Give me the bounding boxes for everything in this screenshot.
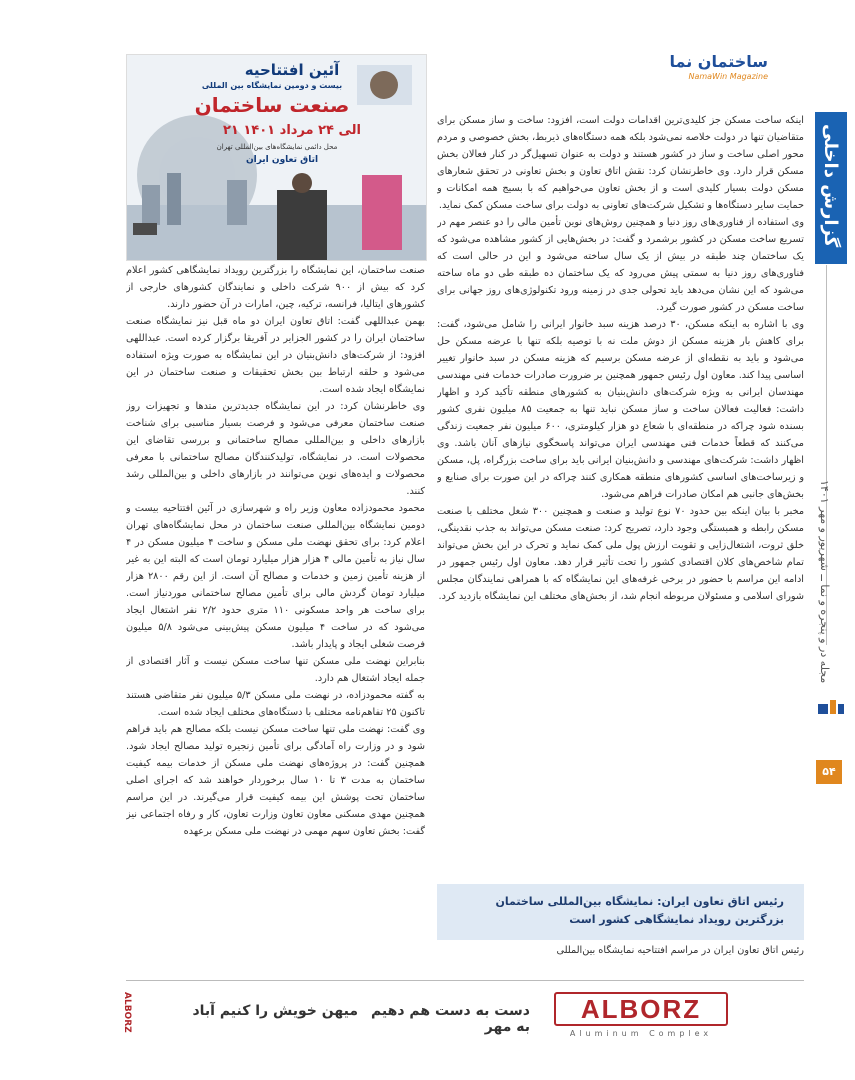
pull-quote-line2: بزرگترین رویداد نمایشگاهی کشور است — [569, 913, 784, 926]
paragraph: بنابراین نهضت ملی مسکن تنها ساخت مسکن نیست و آثار اقتصادی از جمله ایجاد اشتغال هم دارد. — [126, 656, 425, 684]
pull-quote — [464, 893, 784, 929]
section-tab — [815, 112, 847, 264]
alborz-logo — [554, 992, 728, 1044]
magazine-logo-icon — [818, 700, 844, 716]
footer-vertical-logo: ALBORZ — [122, 992, 132, 1033]
poster-organizer: اتاق تعاون ایران — [245, 155, 319, 165]
paragraph: بهمن عبداللهی گفت: اتاق تعاون ایران دو ماه قبل نیز نمایشگاه صنعت ساختمان ایران را در کشور الجزایر در آفریقا برگزار کرده است. عبداللهی افزود: از شرکت‌های دانش‌بنیان در این نمایشگاه به صورت ویژه استفاده می‌شود و حلقه ارتباط بین بخش تحقیقات و صنعت ساختمان در این نمایشگاه ایجاد شده است. — [126, 316, 425, 395]
paragraph: محمود محمودزاده معاون وزیر راه و شهرسازی در آئین افتتاحیه بیست و دومین نمایشگاه بین‌المللی صنعت ساختمان در محل نمایشگاه‌های تهران اعلام کرد: برای تحقق نهضت ملی مسکن و ساخت ۴ میلیون مسکن در ۴ سال نیاز به تأمین مالی ۴ هزار هزار میلیارد تومان است که البته این به غیر از هزینه تأمین زمین و خدمات و مصالح آن است. از این رقم ۲۸۰۰ هزار میلیارد تومان گردش مالی برای تأمین مصالح ساختمانی موردنیاز است. برای ساخت هر واحد مسکونی ۱۱۰ متری حدود ۲/۲ نفر اشتغال ایجاد می‌شود که در ساخت ۴ میلیون مسکن پیش‌بینی می‌شود ۵/۸ میلیون فرصت شغلی ایجاد و پایدار باشد. — [126, 503, 425, 650]
poster-line2: بیست و دومین نمایشگاه بین المللی — [201, 81, 343, 90]
pull-quote-line1: رئیس اتاق تعاون ایران: نمایشگاه بین‌المللی ساختمان — [495, 895, 784, 908]
poster-line3: صنعت ساختمان — [194, 93, 350, 117]
footer-divider — [126, 980, 804, 981]
alborz-logo-text: ALBORZ — [580, 994, 702, 1024]
paragraph: مخبر با بیان اینکه بین حدود ۷۰ نوع تولید و صنعت و همچنین ۳۰۰ شغل مختلف با صنعت مسکن رابطه و همبستگی وجود دارد، تصریح کرد: صنعت مسکن می‌تواند به جذب نقدینگی، خلق ثروت، اشتغال‌زایی و تقویت ارزش پول ملی کمک نماید و تحرک در این بخش می‌تواند تمام شاخص‌های کلان اقتصادی کشور را تحت تأثیر قرار دهد. معاون اول رئیس جمهور در ادامه این مراسم با حضور در برخی غرفه‌های این نمایشگاه که با همراهی نمایندگان مجلس شورای اسلامی و مسئولان مربوطه انجام شد، از بخش‌های مختلف این نمایشگاه بازدید کرد. — [437, 506, 804, 602]
paragraph: صنعت ساختمان، این نمایشگاه را بزرگترین رویداد نمایشگاهی کشور اعلام کرد که بیش از ۹۰۰ شرکت داخلی و نمایندگان کشورهای خارجی از کشورهای ایتالیا، فرانسه، ترکیه، چین، امارات در آن حضور دارند. — [126, 265, 425, 310]
paragraph: به گفته محمودزاده، در نهضت ملی مسکن ۵/۳ میلیون نفر متقاضی هستند تاکنون ۲۵ تفاهم‌نامه مختلف با دستگاه‌های مختلف ایجاد شده است. — [126, 690, 425, 718]
footer-slogan-1: دست به دست هم دهیم به مهر — [370, 1003, 530, 1035]
brand-title: ساختمان نما — [669, 52, 768, 71]
poster-line1: آئین افتتاحیه — [244, 61, 340, 79]
alborz-logo-subtitle: Aluminum Complex — [569, 1029, 713, 1038]
paragraph: وی گفت: نهضت ملی تنها ساخت مسکن نیست بلکه مصالح هم باید فراهم شود و در وزارت راه آمادگی برای تأمین زنجیره تولید مصالح ایجاد شود. همچنین گفت: در پروژه‌های نهضت ملی مسکن از خدمات بیمه کیفیت ساختمان به مدت ۳ تا ۱۰ سال برخوردار خواهند شد که اجرای اصلی ساختمان تحت پوشش این بیمه کیفیت قرار می‌گیرند. در این مراسم همچنین مهدی مسکنی معاون تعاون وزارت تعاون، کار و رفاه اجتماعی نیز گفت: بخش تعاون سهم مهمی در نهضت ملی مسکن برعهده — [126, 724, 425, 837]
article-column-left — [126, 262, 425, 962]
poster-dates: ۲۱ الی ۲۴ مرداد ۱۴۰۱ — [222, 123, 362, 138]
magazine-issue-label: مجله در و پنجره و نما ــ شهریور و مهر ۱۴۰۱ — [818, 480, 831, 684]
opening-ceremony-poster — [126, 54, 427, 261]
photo-caption: رئیس اتاق تعاون ایران در مراسم افتتاحیه نمایشگاه بین‌المللی — [556, 945, 804, 956]
paragraph: وی خاطرنشان کرد: در این نمایشگاه جدیدترین متدها و تجهیزات روز صنعت ساختمان معرفی می‌شود و فرصت بسیار مناسبی برای شناخت بازارهای داخلی و بین‌المللی مصالح ساختمانی و بررسی تقاضای این محصولات است. در نمایشگاه، تولیدکنندگان مصالح ساختمانی با معرفی محصولات و ایده‌های نوین می‌توانند در بازارهای داخلی و بین‌المللی رشد کنند. — [126, 401, 425, 497]
footer-slogan-2: میهن خویش را کنیم آباد — [192, 1003, 358, 1019]
page-number: ۵۴ — [816, 760, 842, 784]
poster-venue: محل دائمی نمایشگاه‌های بین‌المللی تهران — [216, 143, 338, 151]
section-tab-label: گزارش داخلی — [820, 124, 841, 248]
brand-subtitle: NamaWin Magazine — [688, 72, 768, 81]
paragraph: وی استفاده از فناوری‌های روز دنیا و همچنین روش‌های نوین تأمین مالی را دو عنصر مهم در تسریع ساخت مسکن در کشور برشمرد و گفت: در بخش‌هایی از کشور مشاهده می‌شود که یک ساختمان چند طبقه در بیش از یک سال ساخته می‌شود و این در حالی است که فناوری‌های روز دنیا به سمتی پیش می‌رود که یک ساختمان ده طبقه طی دو ماه ساخته می‌شود که این نشان می‌دهد باید تحولی جدی در زمینه ورود تکنولوژی‌های روز جهانی برای ساخت مسکن در کشور صورت گیرد. — [437, 217, 804, 313]
pull-quote-box — [437, 884, 804, 940]
paragraph: وی با اشاره به اینکه مسکن، ۳۰ درصد هزینه سبد خانوار ایرانی را شامل می‌شود، گفت: برای کاهش بار هزینه مسکن از دوش ملت نه با توصیه بلکه تنها با عرضه مسکن حل می‌شود و باید به نقطه‌ای از عرضه مسکن برسیم که هزینه مسکن در سبد خانوار تغییر اساسی پیدا کند. معاون اول رئیس جمهور همچنین بر ضرورت صادرات خدمات فنی مهندسی مهندسان ایرانی به ویژه شرکت‌های دانش‌بنیان به کشورهای منطقه تأکید کرد و اظهار داشت: فعالیت فعالان ساخت و ساز مسکن نباید تنها به جمعیت ۸۵ میلیون نفری کشور بسنده شود چراکه در منطقه‌ای با شعاع دو هزار کیلومتری، ۶۰۰ میلیون نفر جمعیت زندگی می‌کنند که قطعاً خدمات فنی مهندسی ایران می‌تواند پاسخگوی نیازهای آنان باشد. وی اظهار داشت: شرکت‌های مهندسی و دانش‌بنیان ایرانی باید برای ساخت بزرگراه، پل، مسکن و زیرساخت‌های اساسی کشورهای منطقه همکاری کنند چراکه در این صورت برای صنایع و بخش‌های جانبی هم امکان صادرات فراهم می‌شود. — [437, 319, 804, 500]
article-column-right — [437, 112, 804, 884]
paragraph: اینکه ساخت مسکن جز کلیدی‌ترین اقدامات دولت است، افزود: ساخت و ساز مسکن برای متقاضیان تنها در دولت خلاصه نمی‌شود بلکه همه دستگاه‌های ذیربط، بخش خصوصی و مردم محور اصلی ساخت و ساز در کشور هستند و دولت به عنوان تسهیل‌گر در کنار فعالان بخش مسکن قرار دارد. وی خاطرنشان کرد: نقش اتاق تعاون و بخش تعاونی در تحقق شعارهای مسکن دولت بسیار کلیدی است و از بخش تعاون می‌خواهیم که با بسیج همه امکانات و حمایت سایر دستگاه‌ها و تشکیل شرکت‌های تعاونی به دولت برای ساخت مسکن کمک نماید. — [437, 115, 804, 211]
